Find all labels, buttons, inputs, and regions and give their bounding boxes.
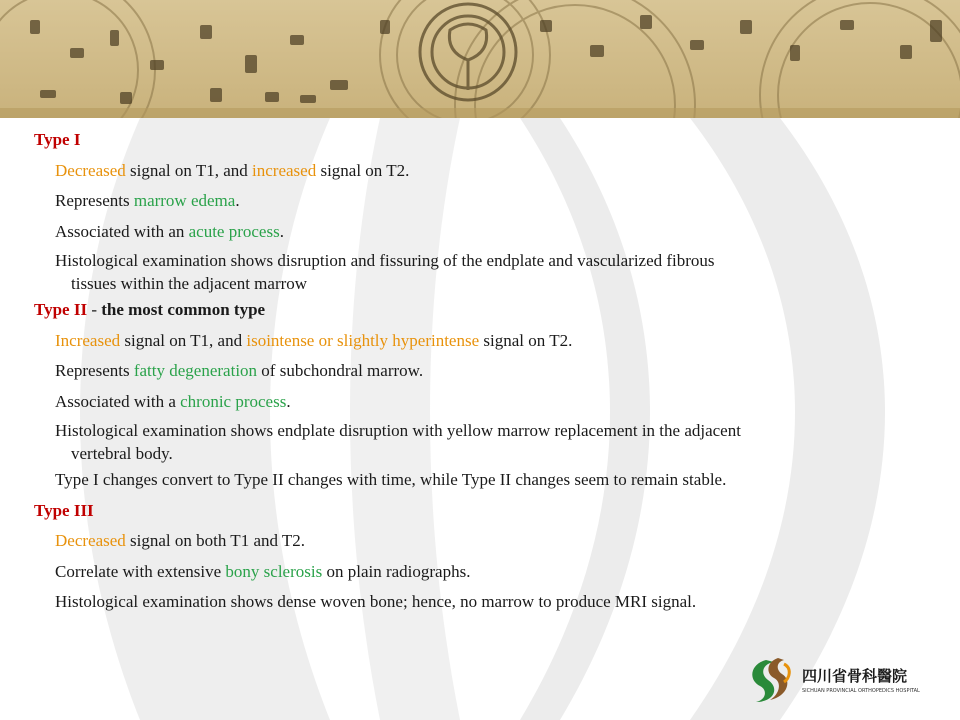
hospital-logo bbox=[744, 654, 934, 706]
hospital-emblem-icon bbox=[744, 654, 934, 706]
hospital-name-zh: 四川省骨科醫院 bbox=[802, 667, 908, 685]
type2-heading: Type II - the most common type bbox=[34, 300, 266, 319]
type2-associated-line: Associated with a chronic process. bbox=[55, 391, 291, 411]
type1-associated-line: Associated with an acute process. bbox=[55, 221, 284, 241]
decorative-banner bbox=[0, 0, 960, 118]
type1-histology-line: Histological examination shows disruption and fissuring of the endplate and vascularized fibrous tissues within the adjacent marrow bbox=[55, 251, 715, 293]
type2-conversion-line: Type I changes convert to Type II changes with time, while Type II changes seem to remain stable. bbox=[55, 470, 727, 489]
type1-represents-line: Represents marrow edema. bbox=[55, 191, 240, 210]
type2-represents-line: Represents fatty degeneration of subchondral marrow. bbox=[55, 361, 424, 380]
type2-signal-line: Increased signal on T1, and isointense or slightly hyperintense signal on T2. bbox=[55, 330, 573, 350]
type1-heading: Type I bbox=[34, 130, 81, 149]
type1-signal-line: Decreased signal on T1, and increased signal on T2. bbox=[55, 160, 410, 180]
hospital-name-en: SICHUAN PROVINCIAL ORTHOPEDICS HOSPITAL bbox=[802, 688, 920, 694]
type2-histology-line: Histological examination shows endplate disruption with yellow marrow replacement in the adjacent vertebral body. bbox=[55, 421, 741, 463]
type3-signal-line: Decreased signal on both T1 and T2. bbox=[55, 531, 306, 550]
slide-content bbox=[34, 126, 934, 619]
type3-histology-line: Histological examination shows dense woven bone; hence, no marrow to produce MRI signal. bbox=[55, 592, 697, 611]
type3-correlate-line: Correlate with extensive bony sclerosis on plain radiographs. bbox=[55, 561, 471, 581]
type3-heading: Type III bbox=[34, 500, 94, 520]
